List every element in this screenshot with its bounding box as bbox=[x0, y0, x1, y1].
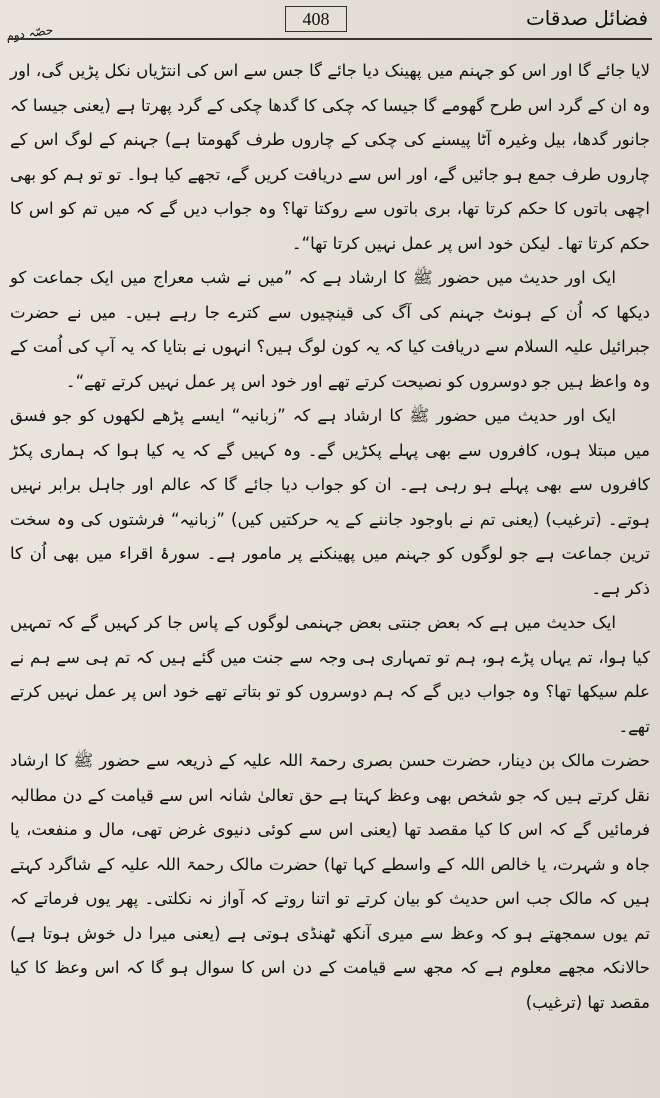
page-header bbox=[0, 0, 660, 44]
paragraph: حضرت مالک بن دینار، حضرت حسن بصری رحمۃ اللہ علیہ کے ذریعہ سے حضور ﷺ کا ارشاد نقل کرتے ہیں کہ جو شخص بھی وعظ کہتا ہے حق تعالیٰ شانہ اس سے قیامت کے دن مطالبہ فرمائیں گے کہ اس کا کیا مقصد تھا (یعنی اس سے کوئی دنیوی غرض تھی، مال و منفعت، یا جاہ و شہرت، یا خالص اللہ کے واسطے کہا تھا) حضرت مالک رحمۃ اللہ علیہ کے شاگرد کہتے ہیں کہ مالک جب اس حدیث کو بیان کرتے تو اتنا روتے کہ آواز نہ نکلتی۔ پھر یوں فرماتے کہ تم یوں سمجھتے ہو کہ وعظ سے میری آنکھ ٹھنڈی ہوتی ہے (یعنی میرا دل خوش ہوتا ہے) حالانکہ مجھے معلوم ہے کہ مجھ سے قیامت کے دن اس کا سوال ہو گا کہ اس وعظ کا کیا مقصد تھا (ترغیب) bbox=[10, 751, 650, 1012]
body-text bbox=[10, 54, 650, 1088]
paragraph: لایا جائے گا اور اس کو جہنم میں پھینک دیا جائے گا جس سے اس کی انتڑیاں نکل پڑیں گی، اور وہ ان کے گرد اس طرح گھومے گا جیسا کہ چکی کا گدھا چکی کے گرد پھرتا ہے (یعنی جیسا کہ جانور گدھا، بیل وغیرہ آٹا پیسنے کی چکی کے چاروں طرف گھومتا ہے) جہنم کے لوگ اس کے چاروں طرف جمع ہو جائیں گے، اور اس سے دریافت کریں گے، تجھے کیا ہوا۔ تو تو ہم کو بھی اچھی باتوں کا حکم کرتا تھا، بری باتوں سے روکتا تھا؟ وہ جواب دیں گے کہ میں تم کو اس کا حکم کرتا تھا۔ لیکن خود اس پر عمل نہیں کرتا تھا“۔ bbox=[10, 61, 650, 253]
paragraph: ایک حدیث میں ہے کہ بعض جنتی بعض جہنمی لوگوں کے پاس جا کر کہیں گے کہ تمہیں کیا ہوا، تم یہاں پڑے ہو، ہم تو تمہاری ہی وجہ سے جنت میں گئے ہیں کہ تم ہی سے ہم نے علم سیکھا تھا؟ وہ جواب دیں گے کہ ہم دوسروں کو تو بتاتے تھے خود اس پر عمل نہیں کرتے تھے۔ bbox=[10, 613, 650, 736]
header-rule bbox=[8, 38, 652, 40]
paragraph: ایک اور حدیث میں حضور ﷺ کا ارشاد ہے کہ ”زبانیہ“ ایسے پڑھے لکھوں کو جو فسق میں مبتلا ہوں، کافروں سے بھی پہلے پکڑیں گے۔ وہ کہیں گے کہ یہ کیا ہوا کہ ہماری پکڑ کافروں سے بھی پہلے ہو رہی ہے۔ ان کو جواب دیا جائے گا کہ عالم اور جاہل برابر نہیں ہوتے۔ (ترغیب) (یعنی تم نے باوجود جاننے کے یہ حرکتیں کیں) ”زبانیہ“ فرشتوں کی وہ سخت ترین جماعت ہے جو لوگوں کو جہنم میں پھینکنے پر مامور ہے۔ سورۂ اقراء میں بھی اُن کا ذکر ہے۔ bbox=[10, 406, 650, 598]
book-title: فضائل صدقات bbox=[525, 6, 648, 30]
paragraph: ایک اور حدیث میں حضور ﷺ کا ارشاد ہے کہ ”میں نے شب معراج میں ایک جماعت کو دیکھا کہ اُن کے ہونٹ جہنم کی آگ کی قینچیوں سے کترے جا رہے ہیں۔ میں نے حضرت جبرائیل علیہ السلام سے دریافت کیا کہ یہ کون لوگ ہیں؟ انہوں نے بتایا کہ یہ آپ کی اُمت کے وہ واعظ ہیں جو دوسروں کو نصیحت کرتے تھے اور خود اس پر عمل نہیں کرتے تھے“۔ bbox=[10, 268, 650, 391]
page-number: 408 bbox=[285, 6, 347, 32]
part-label: حصّہ دوم bbox=[5, 22, 54, 44]
